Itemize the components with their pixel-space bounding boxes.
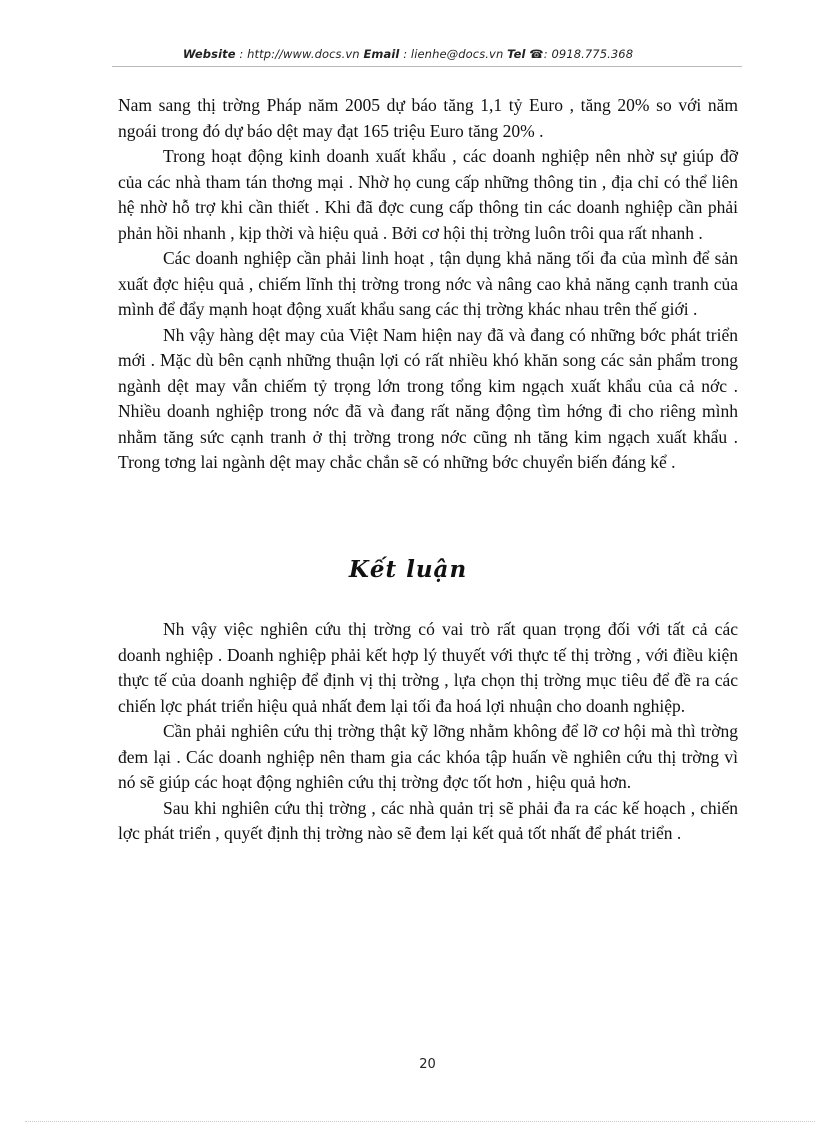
paragraph: Nh vậy hàng dệt may của Việt Nam hiện nay đã và đang có những bớc phát triển mới . Mặc dù bên cạnh những thuận lợi có rất nhiều khó khăn song các sản phẩm trong ngành dệt may vẫn chiếm tỷ trọng lớn trong tổng kim ngạch xuất khẩu của cả nớc . Nhiều doanh nghiệp trong nớc đã và đang rất năng động tìm hớng đi cho riêng mình nhằm tăng sức cạnh tranh ở thị trờng trong nớc cũng nh tăng kim ngạch xuất khẩu . Trong tơng lai ngành dệt may chắc chắn sẽ có những bớc chuyển biến đáng kể . bbox=[118, 324, 738, 472]
email-value: : lienhe@docs.vn bbox=[403, 47, 504, 61]
page-number: 20 bbox=[419, 1057, 436, 1072]
paragraph: Trong hoạt động kinh doanh xuất khẩu , các doanh nghiệp nên nhờ sự giúp đỡ của các nhà tham tán thơng mại . Nhờ họ cung cấp những thông tin , địa chỉ có thể liên hệ nhờ hỗ trợ khi cần thiết . Khi đã đợc cung cấp thông tin các doanh nghiệp cần phải phản hồi nhanh , kịp thời và hiệu quả . Bởi cơ hội thị trờng luôn trôi qua rất nhanh . bbox=[118, 146, 738, 243]
paragraph: Nh vậy việc nghiên cứu thị trờng có vai trò rất quan trọng đối với tất cả các doanh nghiệp . Doanh nghiệp phải kết hợp lý thuyết với thực tế thị trờng , với điều kiện thực tế của doanh nghiệp để định vị thị trờng , lựa chọn thị trờng mục tiêu để đề ra các chiến lợc phát triển hiệu quả nhất đem lại tối đa hoá lợi nhuận cho doanh nghiệp. bbox=[118, 619, 738, 716]
tel-label: Tel bbox=[507, 47, 526, 61]
phone-icon: ☎ bbox=[529, 47, 544, 61]
website-label: Website bbox=[182, 47, 236, 61]
main-text bbox=[118, 93, 738, 476]
conclusion-text bbox=[118, 617, 738, 847]
email-label: Email bbox=[363, 47, 400, 61]
paragraph: Nam sang thị trờng Pháp năm 2005 dự báo tăng 1,1 tỷ Euro , tăng 20% so với năm ngoái trong đó dự báo dệt may đạt 165 triệu Euro tăng 20% . bbox=[118, 95, 738, 141]
paragraph: Cần phải nghiên cứu thị trờng thật kỹ lỡng nhằm không để lỡ cơ hội mà thì trờng đem lại . Các doanh nghiệp nên tham gia các khóa tập huấn về nghiên cứu thị trờng vì nó sẽ giúp các hoạt động nghiên cứu thị trờng đợc tốt hơn , hiệu quả hơn. bbox=[118, 721, 738, 792]
tel-value: : 0918.775.368 bbox=[543, 47, 634, 61]
header-divider bbox=[112, 66, 742, 67]
page-header bbox=[0, 47, 816, 61]
paragraph: Các doanh nghiệp cần phải linh hoạt , tận dụng khả năng tối đa của mình để sản xuất đợc hiệu quả , chiếm lĩnh thị trờng trong nớc và nâng cao khả năng cạnh tranh của mình để đẩy mạnh hoạt động xuất khẩu sang các thị trờng khác nhau trên thế giới . bbox=[118, 248, 738, 319]
website-value: : http://www.docs.vn bbox=[239, 47, 360, 61]
footer-divider bbox=[25, 1121, 815, 1122]
paragraph: Sau khi nghiên cứu thị trờng , các nhà quản trị sẽ phải đa ra các kế hoạch , chiến lợc phát triển , quyết định thị trờng nào sẽ đem lại kết quả tốt nhất để phát triển . bbox=[118, 797, 738, 843]
conclusion-title: Kết luận bbox=[348, 556, 468, 583]
